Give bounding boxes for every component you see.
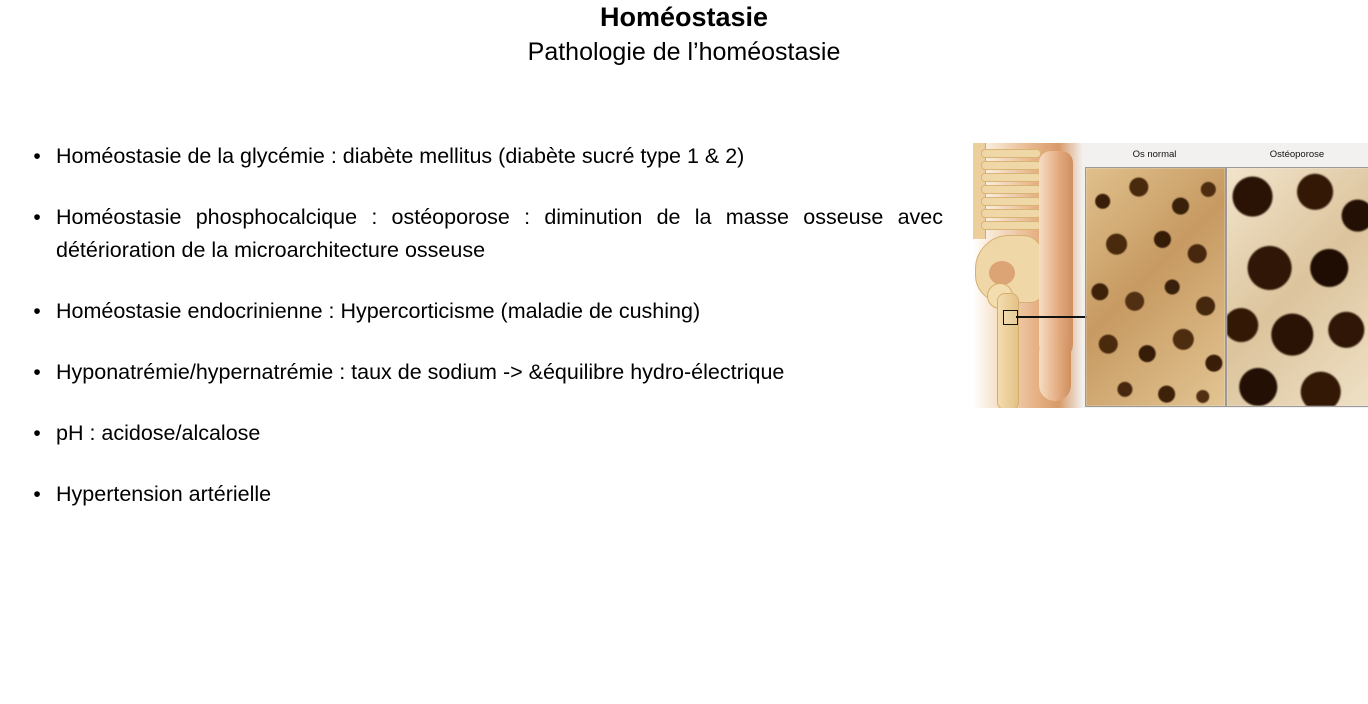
- hand-icon: [1039, 339, 1071, 401]
- list-item: [18, 356, 943, 389]
- bullet-text: Homéostasie de la glycémie : diabète mellitus (diabète sucré type 1 & 2): [56, 144, 745, 168]
- list-item: [18, 140, 943, 173]
- osteoporosis-comparison-figure: [973, 143, 1368, 408]
- bullet-marker-icon: •: [33, 145, 41, 168]
- panel-label-normal: Os normal: [1132, 149, 1177, 160]
- page-title: Homéostasie: [599, 2, 769, 32]
- list-item: [18, 295, 943, 328]
- trabecular-bone-normal-texture: [1086, 168, 1225, 406]
- bullet-marker-icon: •: [33, 206, 41, 229]
- panel-bone-normal: [1085, 167, 1226, 407]
- ribcage-icon: [981, 145, 1043, 237]
- page-subtitle: Pathologie de l’homéostasie: [527, 38, 841, 66]
- panel-label-osteoporosis: Ostéoporose: [1269, 149, 1325, 160]
- trabecular-bone-osteoporosis-texture: [1227, 168, 1368, 406]
- bullet-text: Hypertension artérielle: [56, 482, 272, 506]
- bullet-marker-icon: •: [33, 483, 41, 506]
- pelvis-foramen-icon: [989, 261, 1015, 285]
- bullet-marker-icon: •: [33, 422, 41, 445]
- list-item: [18, 417, 943, 450]
- bullet-text: pH : acidose/alcalose: [56, 421, 261, 445]
- bullet-marker-icon: •: [33, 300, 41, 323]
- bullet-text: Hyponatrémie/hypernatrémie : taux de sodium -> &équilibre hydro-électrique: [56, 360, 785, 384]
- list-item: [18, 201, 943, 267]
- bullet-text: Homéostasie endocrinienne : Hypercorticisme (maladie de cushing): [56, 299, 701, 323]
- callout-line-icon: [1016, 316, 1087, 318]
- bullet-list: [18, 140, 943, 511]
- bullet-text: Homéostasie phosphocalcique : ostéoporose : diminution de la masse osseuse avec détérioration de la microarchitecture osseuse: [56, 205, 943, 262]
- title-block: [0, 0, 1368, 70]
- bullet-marker-icon: •: [33, 361, 41, 384]
- panel-bone-osteoporosis: [1226, 167, 1368, 407]
- callout-box-icon: [1003, 310, 1018, 325]
- arm-icon: [1039, 151, 1073, 361]
- list-item: [18, 478, 943, 511]
- human-body-illustration: [973, 143, 1083, 408]
